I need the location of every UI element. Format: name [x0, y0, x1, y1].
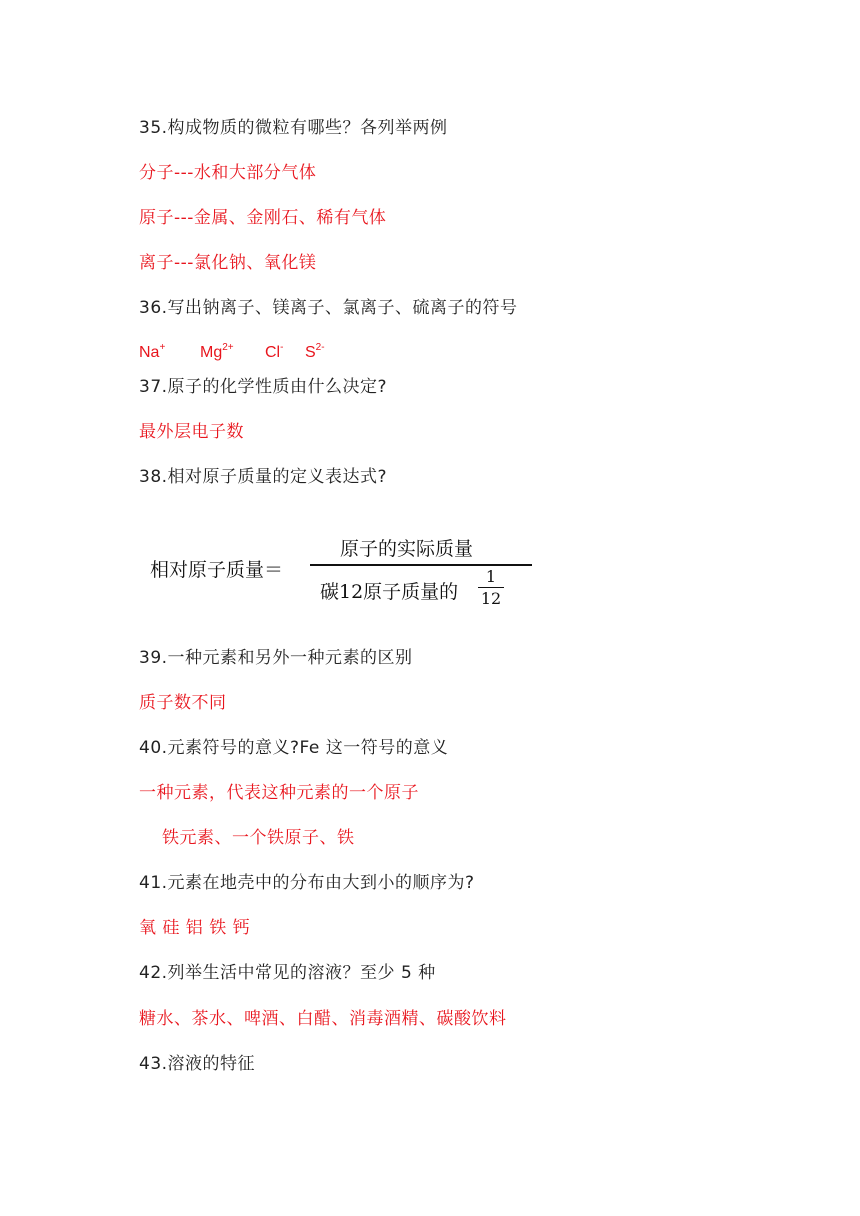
q42: 42.列举生活中常见的溶液？至少 5 种 — [139, 963, 436, 983]
ion-base: Cl — [265, 344, 281, 361]
ion-charge: + — [159, 342, 166, 353]
a40-line1: 一种元素，代表这种元素的一个原子 — [139, 783, 419, 803]
small-fraction-numerator: 1 — [485, 567, 497, 586]
a42: 糖水、茶水、啤酒、白醋、消毒酒精、碳酸饮料 — [139, 1009, 507, 1029]
ion-charge: 2- — [315, 342, 325, 353]
ion-charge: - — [280, 342, 284, 353]
formula-numerator: 原子的实际质量 — [340, 538, 474, 560]
ion-base: Na — [139, 344, 160, 361]
ion-sulfide — [305, 344, 325, 362]
formula-small-fraction — [478, 568, 504, 609]
small-fraction-bar — [478, 587, 504, 588]
a35-line1: 分子---水和大部分气体 — [139, 163, 317, 183]
q38: 38.相对原子质量的定义表达式? — [139, 467, 388, 487]
a40-line2: 铁元素、一个铁原子、铁 — [162, 828, 355, 848]
formula-fraction-bar — [310, 564, 532, 566]
ion-charge: 2+ — [222, 342, 234, 353]
a41: 氧 硅 铝 铁 钙 — [139, 918, 251, 938]
q35: 35.构成物质的微粒有哪些？各列举两例 — [139, 118, 448, 138]
q43: 43.溶液的特征 — [139, 1054, 256, 1074]
ion-magnesium — [200, 344, 234, 362]
a37: 最外层电子数 — [139, 422, 244, 442]
q37: 37.原子的化学性质由什么决定? — [139, 377, 388, 397]
a35-line2: 原子---金属、金刚石、稀有气体 — [139, 208, 387, 228]
formula-denominator: 碳12原子质量的 — [320, 581, 459, 603]
ion-base: Mg — [200, 344, 223, 361]
q41: 41.元素在地壳中的分布由大到小的顺序为? — [139, 873, 475, 893]
a39: 质子数不同 — [139, 693, 227, 713]
formula-lhs: 相对原子质量＝ — [150, 559, 284, 581]
a35-line3: 离子---氯化钠、氧化镁 — [139, 253, 317, 273]
ion-sodium — [139, 344, 165, 362]
q36: 36.写出钠离子、镁离子、氯离子、硫离子的符号 — [139, 298, 518, 318]
q40: 40.元素符号的意义?Fe 这一符号的意义 — [139, 738, 449, 758]
small-fraction-denominator: 12 — [480, 589, 502, 609]
ion-chloride — [265, 344, 283, 362]
q39: 39.一种元素和另外一种元素的区别 — [139, 648, 413, 668]
ion-base: S — [305, 344, 316, 361]
